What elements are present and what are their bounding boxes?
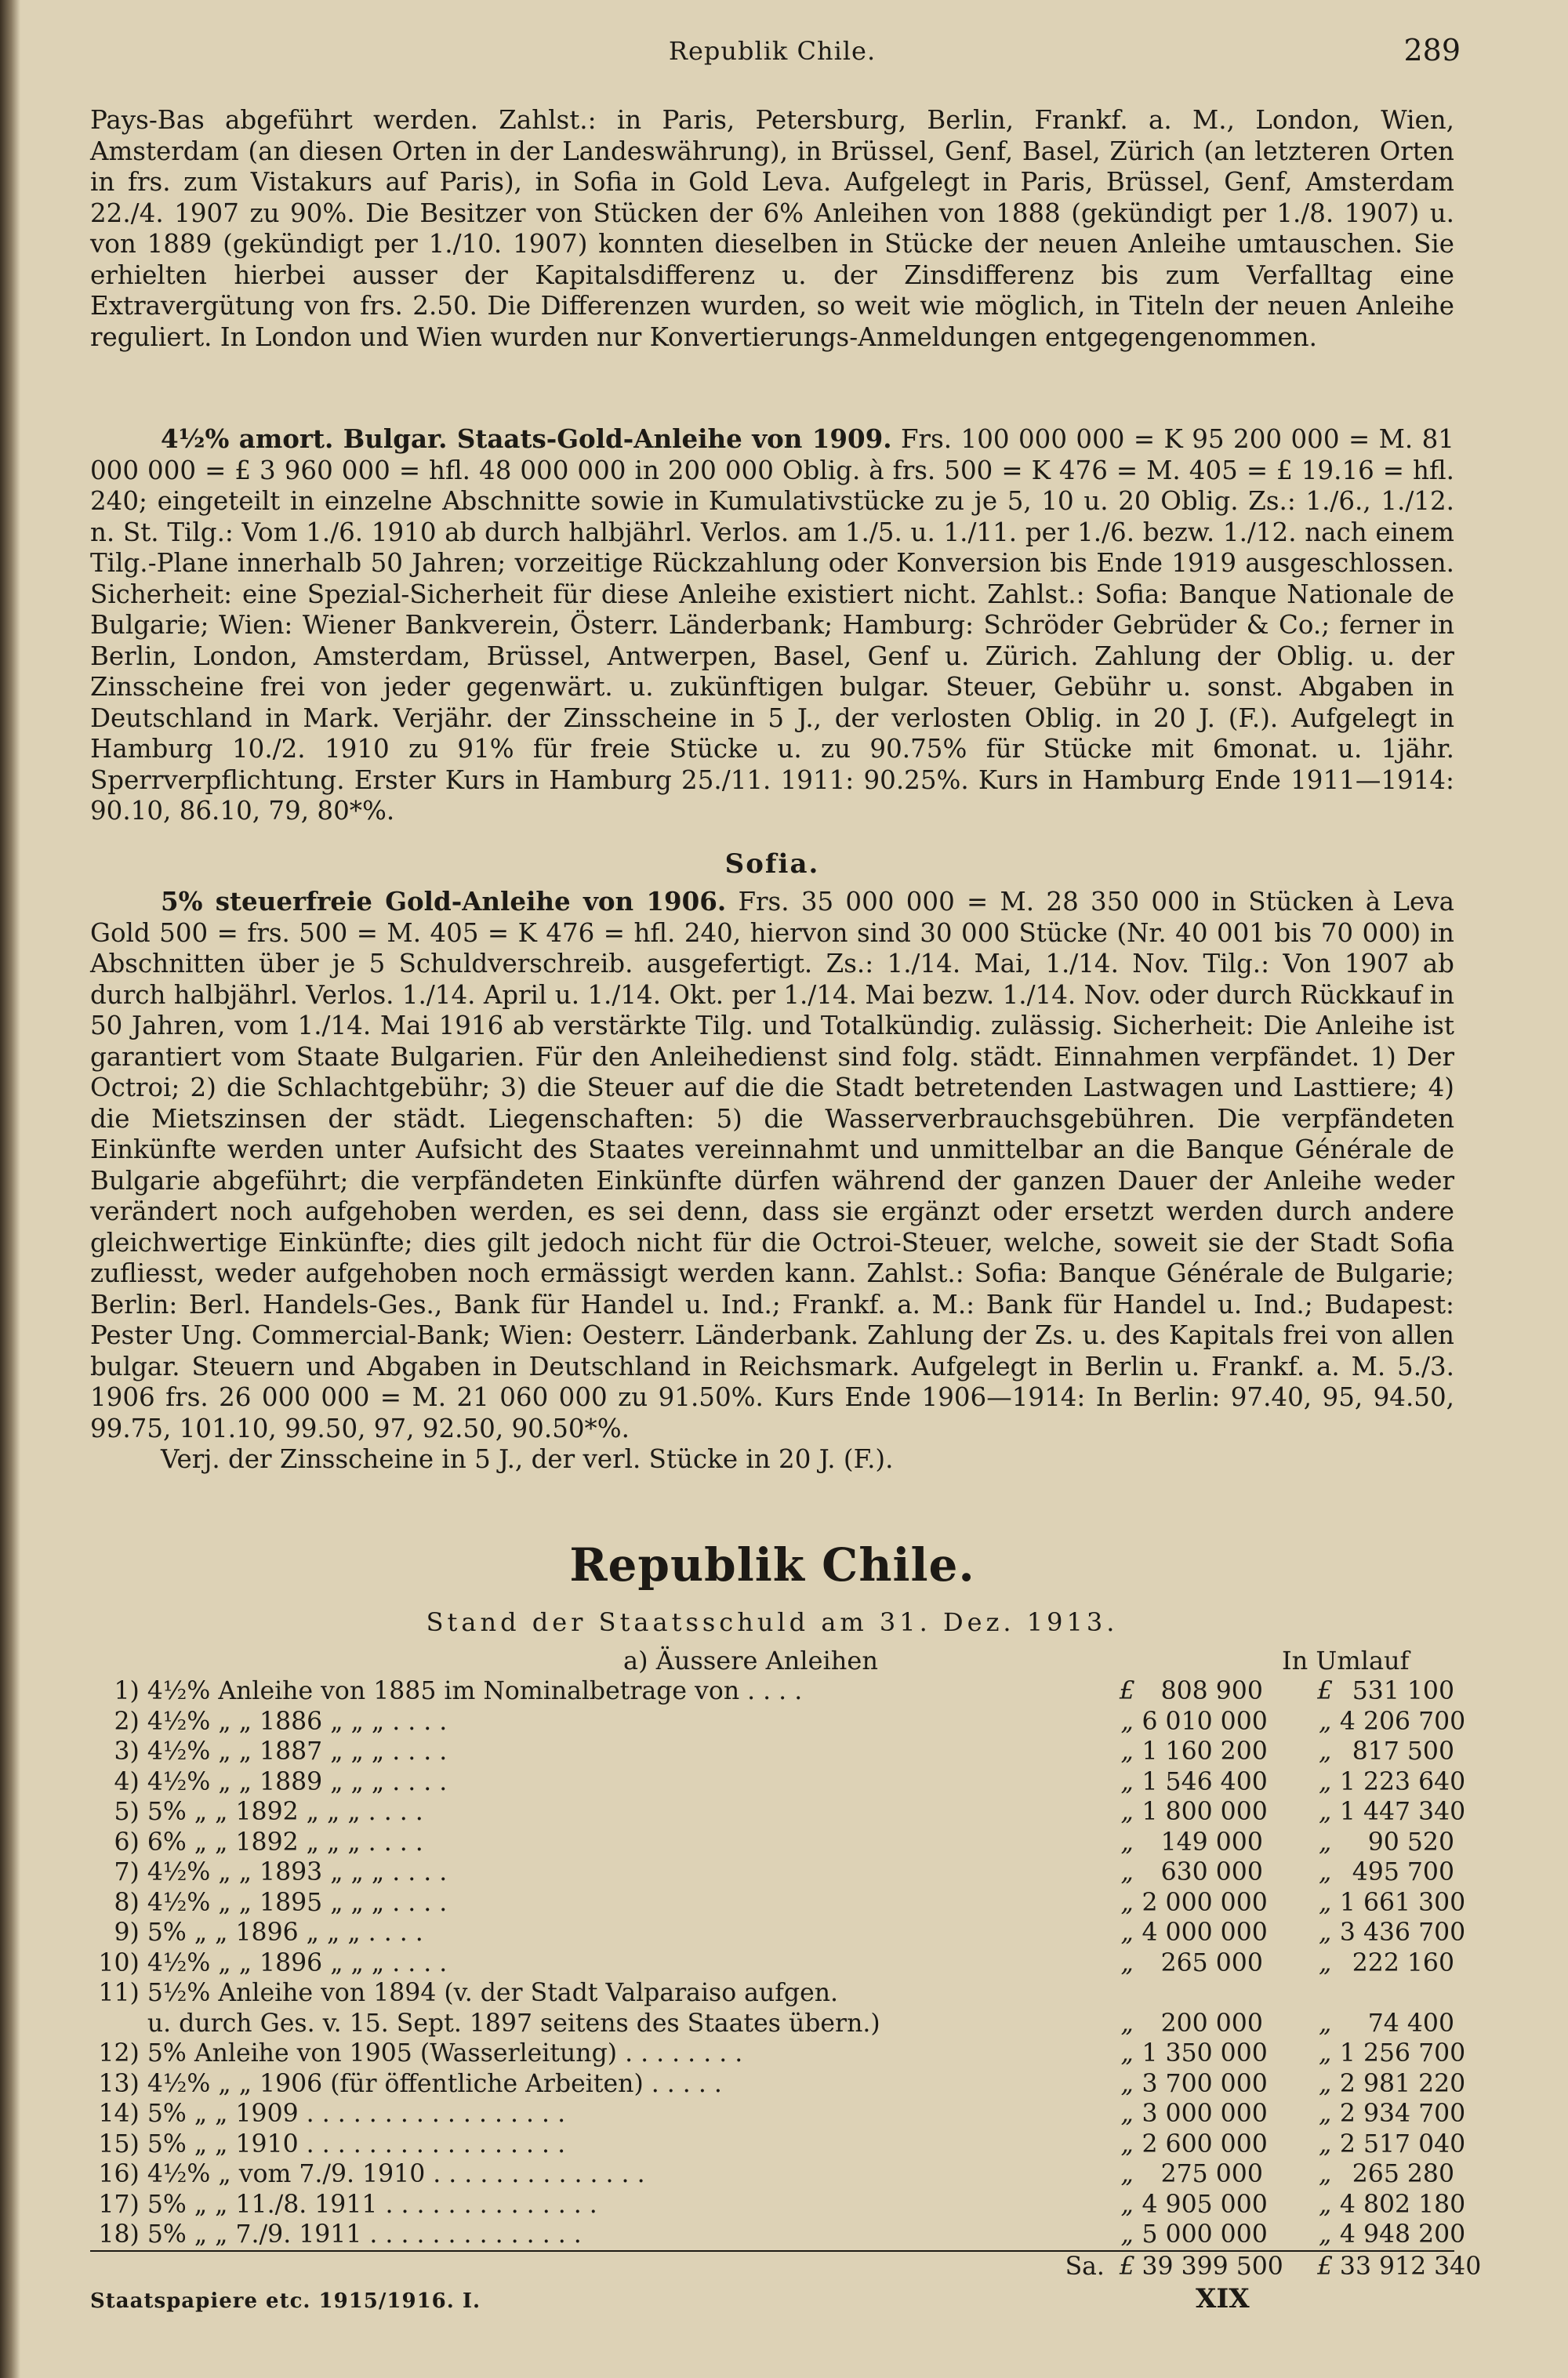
row-description: 5% „ „ 1896 „ „ „ . . . . [147, 1919, 423, 1947]
sofia-loan-body: Frs. 35 000 000 = M. 28 350 000 in Stücken à Leva Gold 500 = frs. 500 = M. 405 = K 476 = hfl. 240, hiervon sind 30 000 Stücke (Nr. 40 001 bis 70 000) in Abschnitten über je 5 Schuldverschreib. ausgefertigt. Zs.: 1./14. Mai, 1./14. Nov. Tilg.: Von 1907 ab durch halbjährl. Verlos. 1./14. April u. 1./14. Okt. per 1./14. Mai bezw. 1./14. Nov. oder durch Rückkauf in 50 Jahren, vom 1./14. Mai 1916 ab verstärkte Tilg. und Totalkündig. zulässig. Sicherheit: Die Anleihe ist garantiert vom Staate Bulgarien. Für den Anleihedienst sind folg. städt. Einnahmen verpfändet. 1) Der Octroi; 2) die Schlachtgebühr; 3) die Steuer auf die die Stadt betretenden Lastwagen und Lasttiere; 4) die Mietszinsen der städt. Liegenschaften: 5) die Wasserverbrauchsgebühren. Die verpfändeten Einkünfte werden unter Aufsicht des Staates vereinnahmt und unmittelbar an die Banque Générale de Bulgarie abgeführt; die verpfändeten Einkünfte dürfen während der ganzen Dauer der Anleihe weder verändert noch aufgehoben werden, es sei denn, dass sie ergänzt oder ersetzt werden durch andere gleichwertige Einkünfte; dies gilt jedoch nicht für die Octroi-Steuer, welche, soweit sie der Stadt Sofia zufliesst, weder aufgehoben noch ermässigt werden kann. Zahlst.: Sofia: Banque Générale de Bulgarie; Berlin: Berl. Handels-Ges., Bank für Handel u. Ind.; Frankf. a. M.: Bank für Handel u. Ind.; Budapest: Pester Ung. Commercial-Bank; Wien: Oesterr. Länderbank. Zahlung der Zs. u. des Kapitals frei von allen bulgar. Steuern und Abgaben in Deutschland in Reichsmark. Aufgelegt in Berlin u. Frankf. a. M. 5./3. 1906 frs. 26 000 000 = M. 21 060 000 zu 91.50%. Kurs Ende 1906—1914: In Berlin: 97.40, 95, 94.50, 99.75, 101.10, 99.50, 97, 92.50, 90.50*%. [90, 887, 1454, 1443]
row-description: 4½% „ „ 1895 „ „ „ . . . . [147, 1888, 448, 1917]
outstanding-amount: 90 520 [1367, 1828, 1454, 1857]
table-row [90, 2190, 1454, 2220]
section-heading-chile: Republik Chile. [569, 1538, 975, 1592]
currency-mark: „ [1120, 1707, 1134, 1736]
row-number: 16) [98, 2160, 140, 2188]
nominal-amount: 3 000 000 [1142, 2100, 1268, 2128]
currency-mark-outstanding: „ [1318, 1858, 1332, 1886]
paragraph-continuation [90, 105, 1454, 353]
debt-table-body [90, 1676, 1482, 2282]
currency-mark: „ [1120, 2160, 1134, 2188]
row-description: 5½% Anleihe von 1894 (v. der Stadt Valparaiso aufgen. [147, 1979, 839, 2007]
row-description: 4½% „ „ 1906 (für öffentliche Arbeiten) . . . . . [147, 2069, 722, 2098]
currency-mark-outstanding: „ [1318, 1948, 1332, 1977]
paragraph-sofia-loan [90, 886, 1454, 1476]
row-description: 5% Anleihe von 1905 (Wasserleitung) . . . . . . . . [147, 2039, 743, 2068]
nominal-amount: 808 900 [1160, 1677, 1263, 1705]
currency-mark: „ [1120, 1828, 1134, 1857]
currency-mark: „ [1120, 1888, 1134, 1917]
spacer [1263, 1797, 1311, 1828]
table-row [90, 2220, 1454, 2251]
row-number: 6) [114, 1828, 140, 1857]
sum-nominal: 39 399 500 [1142, 2252, 1283, 2281]
row-description: 4½% Anleihe von 1885 im Nominalbetrage von . . . . [147, 1677, 803, 1705]
running-head [90, 31, 1461, 71]
nominal-amount: 149 000 [1160, 1828, 1263, 1857]
currency-mark: „ [1120, 1948, 1134, 1977]
currency-mark-outstanding: £ [1317, 1677, 1334, 1705]
row-number: 15) [98, 2129, 140, 2158]
nominal-amount: 265 000 [1160, 1948, 1263, 1977]
table-row [90, 1828, 1454, 1858]
table-row [90, 2159, 1454, 2190]
sum-row [90, 2251, 1454, 2282]
paragraph-bulgar-loan [90, 423, 1454, 827]
currency-mark: „ [1120, 1737, 1134, 1766]
spacer [1263, 2129, 1311, 2160]
table-row [90, 1918, 1454, 1948]
outstanding-amount: 495 700 [1352, 1858, 1454, 1886]
spacer [1263, 1857, 1311, 1888]
sofia-loan-heading: 5% steuerfreie Gold-Anleihe von 1906. [161, 886, 727, 917]
row-number: 7) [114, 1858, 140, 1886]
outstanding-amount: 1 223 640 [1339, 1767, 1466, 1796]
sofia-loan-entry [90, 886, 1454, 1444]
currency-mark: „ [1120, 1858, 1134, 1886]
table-row [90, 1676, 1454, 1707]
currency-mark: „ [1120, 2190, 1134, 2219]
row-number: 10) [98, 1948, 140, 1977]
row-number: 13) [98, 2069, 140, 2098]
nominal-amount: 275 000 [1160, 2160, 1263, 2188]
currency-mark-outstanding: „ [1318, 1919, 1332, 1947]
outstanding-amount: 2 517 040 [1339, 2129, 1466, 2158]
currency-mark-outstanding: „ [1318, 1767, 1332, 1796]
spacer [1263, 1676, 1311, 1707]
currency-mark: „ [1120, 1798, 1134, 1826]
sum-label: Sa. [144, 2251, 1112, 2282]
currency-mark: „ [1120, 2220, 1134, 2249]
row-number: 3) [114, 1737, 140, 1766]
row-number: 8) [114, 1888, 140, 1917]
row-number: 14) [98, 2100, 140, 2128]
bulgar-loan-body: Frs. 100 000 000 = K 95 200 000 = M. 81 000 000 = £ 3 960 000 = hfl. 48 000 000 in 200 000 Oblig. à frs. 500 = K 476 = M. 405 = £ 19.16 = hfl. 240; eingeteilt in einzelne Abschnitte sowie in Kumulativstücke zu je 5, 10 u. 20 Oblig. Zs.: 1./6., 1./12. n. St. Tilg.: Vom 1./6. 1910 ab durch halbjährl. Verlos. am 1./5. u. 1./11. per 1./6. bezw. 1./12. nach einem Tilg.-Plane innerhalb 50 Jahren; vorzeitige Rückzahlung oder Konversion bis Ende 1919 ausgeschlossen. Sicherheit: eine Spezial-Sicherheit für diese Anleihe existiert nicht. Zahlst.: Sofia: Banque Nationale de Bulgarie; Wien: Wiener Bankverein, Österr. Länderbank; Hamburg: Schröder Gebrüder & Co.; ferner in Berlin, London, Amsterdam, Brüssel, Antwerpen, Basel, Genf u. Zürich. Zahlung der Oblig. u. der Zinsscheine frei von jeder gegenwärt. u. zukünftigen bulgar. Steuer, Gebühr u. sonst. Abgaben in Deutschland in Mark. Verjähr. der Zinsscheine in 5 J., der verlosten Oblig. in 20 J. (F.). Aufgelegt in Hamburg 10./2. 1910 zu 91% für freie Stücke u. zu 90.75% für Stücke mit 6monat. u. 1jähr. Sperrverpflichtung. Erster Kurs in Hamburg 25./11. 1911: 90.25%. Kurs in Hamburg Ende 1911—1914: 90.10, 86.10, 79, 80*%. [90, 424, 1454, 826]
sum-currency: £ [1112, 2251, 1142, 2282]
spacer [1263, 1828, 1311, 1858]
debt-table [90, 1676, 1482, 2282]
section-heading-sofia: Sofia. [724, 848, 820, 880]
sum-currency-outstanding: £ [1310, 2251, 1340, 2282]
row-number: 2) [114, 1707, 140, 1736]
spacer [1263, 2159, 1311, 2190]
spacer [1263, 1918, 1311, 1948]
table-row [90, 1707, 1454, 1737]
table-row [90, 1857, 1454, 1888]
row-number: 17) [98, 2190, 140, 2219]
spacer [1263, 2099, 1311, 2129]
nominal-amount: 1 800 000 [1142, 1798, 1268, 1826]
spacer [1263, 1737, 1311, 1767]
currency-mark: „ [1120, 2039, 1134, 2068]
row-description: 4½% „ „ 1887 „ „ „ . . . . [147, 1737, 448, 1766]
nominal-amount: 5 000 000 [1142, 2220, 1268, 2249]
book-spine-shadow [0, 0, 20, 2378]
outstanding-amount: 1 661 300 [1339, 1888, 1466, 1917]
row-description: 5% „ „ 1910 . . . . . . . . . . . . . . . . . [147, 2129, 566, 2158]
outstanding-amount: 3 436 700 [1339, 1919, 1466, 1947]
row-description: 4½% „ „ 1886 „ „ „ . . . . [147, 1707, 448, 1736]
outstanding-amount: 4 948 200 [1339, 2220, 1466, 2249]
currency-mark-outstanding: „ [1318, 2100, 1332, 2128]
currency-mark: „ [1120, 1767, 1134, 1796]
nominal-amount: 630 000 [1160, 1858, 1263, 1886]
currency-mark: £ [1119, 1677, 1135, 1705]
nominal-amount: 1 350 000 [1142, 2039, 1268, 2068]
table-row [90, 2129, 1454, 2160]
table-row [90, 2069, 1454, 2100]
currency-mark: „ [1120, 2069, 1134, 2098]
currency-mark-outstanding: „ [1318, 1707, 1332, 1736]
chile-subtitle: Stand der Staatsschuld am 31. Dez. 1913. [426, 1607, 1119, 1637]
outstanding-amount: 265 280 [1352, 2160, 1454, 2188]
row-number: 4) [114, 1767, 140, 1796]
row-description: 6% „ „ 1892 „ „ „ . . . . [147, 1828, 423, 1857]
sum-outstanding: 33 912 340 [1339, 2252, 1482, 2281]
sum-spacer [90, 2251, 144, 2282]
table-row-continuation [90, 2009, 1454, 2039]
row-description: 4½% „ vom 7./9. 1910 . . . . . . . . . . . . . . [147, 2160, 645, 2188]
currency-mark-outstanding: „ [1318, 2160, 1332, 2188]
table-row [90, 1948, 1454, 1979]
currency-mark-outstanding: „ [1318, 2129, 1332, 2158]
spacer [1263, 1948, 1311, 1979]
row-number: 1) [114, 1677, 140, 1705]
row-description-continued: u. durch Ges. v. 15. Sept. 1897 seitens des Staates übern.) [147, 2009, 880, 2038]
currency-mark: „ [1120, 2100, 1134, 2128]
footer-signature-mark: XIX [1196, 2283, 1250, 2314]
table-row [90, 1737, 1454, 1767]
row-description: 5% „ „ 1909 . . . . . . . . . . . . . . . . . [147, 2100, 566, 2128]
page-number: 289 [1403, 33, 1461, 67]
currency-mark: „ [1120, 1919, 1134, 1947]
row-description: 4½% „ „ 1893 „ „ „ . . . . [147, 1858, 448, 1886]
nominal-amount: 3 700 000 [1142, 2069, 1268, 2098]
nominal-amount: 2 000 000 [1142, 1888, 1268, 1917]
spacer [1263, 1767, 1311, 1798]
row-description: 5% „ „ 7./9. 1911 . . . . . . . . . . . . . . [147, 2220, 582, 2249]
nominal-amount: 1 160 200 [1142, 1737, 1268, 1766]
outstanding-amount: 817 500 [1352, 1737, 1454, 1766]
table-section-label: a) Äussere Anleihen [623, 1646, 878, 1675]
row-number: 5) [114, 1798, 140, 1826]
spacer [1263, 2190, 1311, 2220]
currency-mark-outstanding: „ [1318, 1737, 1332, 1766]
bulgar-loan-entry [90, 423, 1454, 827]
nominal-amount: 4 000 000 [1142, 1919, 1268, 1947]
currency-mark: „ [1120, 2129, 1134, 2158]
row-description: 4½% „ „ 1889 „ „ „ . . . . [147, 1767, 448, 1796]
spacer [1263, 1707, 1311, 1737]
nominal-amount: 2 600 000 [1142, 2129, 1268, 2158]
row-description: 5% „ „ 1892 „ „ „ . . . . [147, 1798, 423, 1826]
column-header-outstanding: In Umlauf [1282, 1646, 1410, 1675]
paragraph-text: Pays-Bas abgeführt werden. Zahlst.: in Paris, Petersburg, Berlin, Frankf. a. M., London, Wien, Amsterdam (an diesen Orten in der Landeswährung), in Brüssel, Genf, Basel, Zürich (an letzteren Orten in frs. zum Vistakurs auf Paris), in Sofia in Gold Leva. Aufgelegt in Paris, Brüssel, Genf, Amsterdam 22./4. 1907 zu 90%. Die Besitzer von Stücken der 6% Anleihen von 1888 (gekündigt per 1./8. 1907) u. von 1889 (gekündigt per 1./10. 1907) konnten dieselben in Stücke der neuen Anleihe umtauschen. Sie erhielten hierbei ausser der Kapitalsdifferenz u. der Zinsdifferenz bis zum Verfalltag eine Extravergütung von frs. 2.50. Die Differenzen wurden, so weit wie möglich, in Titeln der neuen Anleihe reguliert. In London und Wien wurden nur Konvertierungs-Anmeldungen entgegengenommen. [90, 105, 1454, 352]
outstanding-amount: 4 802 180 [1339, 2190, 1466, 2219]
row-number: 18) [98, 2220, 140, 2249]
outstanding-amount: 222 160 [1352, 1948, 1454, 1977]
running-head-title: Republik Chile. [668, 36, 877, 66]
spacer [1263, 1888, 1311, 1919]
spacer [1263, 2069, 1311, 2100]
row-description: 4½% „ „ 1896 „ „ „ . . . . [147, 1948, 448, 1977]
spacer [1263, 2009, 1311, 2039]
currency-mark-outstanding: „ [1318, 2220, 1332, 2249]
spacer [1263, 2039, 1311, 2069]
page [90, 31, 1482, 2352]
currency-mark-outstanding: „ [1318, 1888, 1332, 1917]
row-description: 5% „ „ 11./8. 1911 . . . . . . . . . . . . . . [147, 2190, 597, 2219]
outstanding-amount: 1 447 340 [1339, 1798, 1466, 1826]
currency-mark-outstanding: „ [1318, 2009, 1332, 2038]
outstanding-amount: 4 206 700 [1339, 1707, 1466, 1736]
spacer [1263, 2220, 1311, 2251]
outstanding-amount: 531 100 [1352, 1677, 1454, 1705]
nominal-amount: 6 010 000 [1142, 1707, 1268, 1736]
outstanding-amount: 74 400 [1367, 2009, 1454, 2038]
table-row [90, 1767, 1454, 1798]
footer-publication: Staatspapiere etc. 1915/1916. I. [90, 2289, 481, 2313]
row-number: 9) [114, 1919, 140, 1947]
table-row [90, 1978, 1454, 2009]
currency-mark: „ [1120, 2009, 1134, 2038]
bulgar-loan-heading: 4½% amort. Bulgar. Staats-Gold-Anleihe von 1909. [161, 423, 892, 454]
currency-mark-outstanding: „ [1318, 1798, 1332, 1826]
currency-mark-outstanding: „ [1318, 2069, 1332, 2098]
nominal-amount: 200 000 [1160, 2009, 1263, 2038]
currency-mark-outstanding: „ [1318, 2039, 1332, 2068]
outstanding-amount: 1 256 700 [1339, 2039, 1466, 2068]
table-row [90, 1797, 1454, 1828]
row-number-empty [90, 2009, 144, 2039]
table-row [90, 1888, 1454, 1919]
sofia-verjaehrung: Verj. der Zinsscheine in 5 J., der verl. Stücke in 20 J. (F.). [161, 1444, 894, 1474]
table-row [90, 2099, 1454, 2129]
row-number: 11) [98, 1979, 140, 2007]
outstanding-amount: 2 981 220 [1339, 2069, 1466, 2098]
currency-mark-outstanding: „ [1318, 2190, 1332, 2219]
nominal-amount: 4 905 000 [1142, 2190, 1268, 2219]
row-number: 12) [98, 2039, 140, 2068]
table-row [90, 2039, 1454, 2069]
outstanding-amount: 2 934 700 [1339, 2100, 1466, 2128]
currency-mark-outstanding: „ [1318, 1828, 1332, 1857]
nominal-amount: 1 546 400 [1142, 1767, 1268, 1796]
